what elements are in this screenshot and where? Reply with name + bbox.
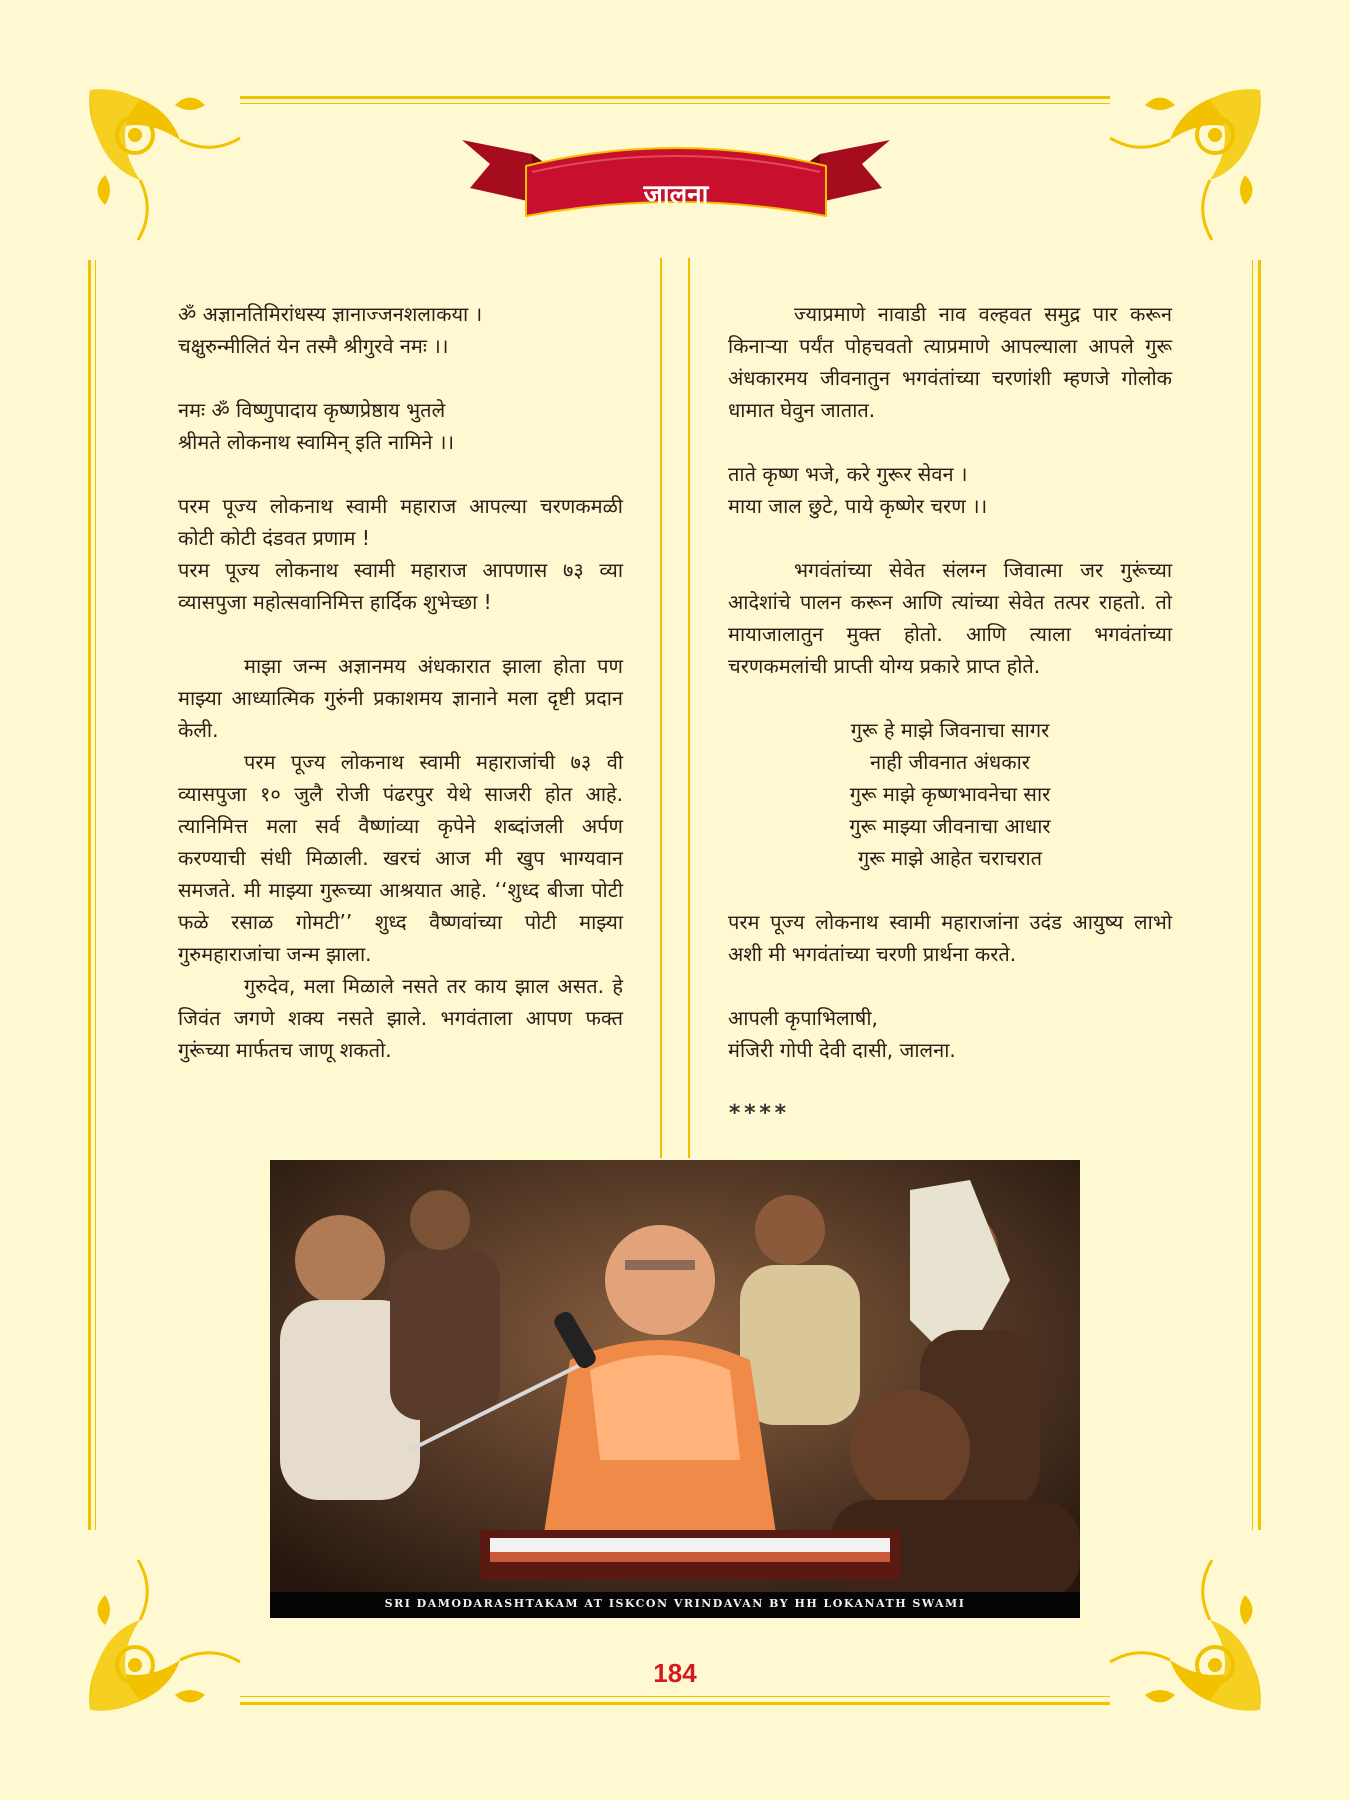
body-paragraph: माझा जन्म अज्ञानमय अंधकारात झाला होता पण माझ्या आध्यात्मिक गुरुंनी प्रकाशमय ज्ञानाने मला दृष्टी प्रदान केली.: [178, 654, 623, 742]
body-paragraph: भगवंतांच्या सेवेत संलग्न जिवात्मा जर गुरूंच्या आदेशांचे पालन करून आणि त्यांच्या सेवेत तत्पर राहतो. तो मायाजालातुन मुक्त होतो. आणि त्याला भगवंतांच्या चरणकमलांची प्राप्ती योग्य प्रकारे प्राप्त होते.: [728, 558, 1172, 678]
corner-ornament-top-right: [1070, 80, 1270, 280]
body-paragraph: परम पूज्य लोकनाथ स्वामी महाराजांची ७३ वी व्यासपुजा १० जुलै रोजी पंढरपुर येथे साजरी होत आहे. त्यानिमित्त मला सर्व वैष्णांव्या कृपेने शब्दांजली अर्पण करण्याची संधी मिळाली. खरचं आज मी खुप भाग्यवान समजते. मी माझ्या गुरूच्या आश्रयात आहे. ‘‘शुध्द बीजा पोटी फळे रसाळ गोमटी’’ शुध्द वैष्णवांच्या पोटी माझ्या गुरुमहाराजांचा जन्म झाला.: [178, 750, 623, 966]
greeting-paragraph: परम पूज्य लोकनाथ स्वामी महाराज आपणास ७३ व्या व्यासपुजा महोत्सवानिमित्त हार्दिक शुभेच्छा !: [178, 558, 623, 614]
corner-ornament-bottom-right: [1070, 1520, 1270, 1720]
frame-left-line: [88, 260, 91, 1530]
frame-left-inner-line: [95, 260, 96, 1530]
frame-top-line: [240, 96, 1110, 99]
corner-ornament-top-left: [80, 80, 280, 280]
shloka-line: नमः ॐ विष्णुपादाय कृष्णप्रेष्ठाय भुतले: [178, 398, 446, 422]
signature: मंजिरी गोपी देवी दासी, जालना.: [728, 1038, 956, 1062]
corner-ornament-bottom-left: [80, 1520, 280, 1720]
title-ribbon: [462, 118, 890, 228]
frame-top-inner-line: [240, 103, 1110, 104]
poem-line: नाही जीवनात अंधकार: [870, 750, 1030, 774]
frame-right-inner-line: [1252, 260, 1253, 1530]
poem-line: गुरू माझ्या जीवनाचा आधार: [849, 814, 1051, 838]
body-paragraph: परम पूज्य लोकनाथ स्वामी महाराजांना उदंड आयुष्य लाभो अशी मी भगवंतांच्या चरणी प्रार्थना करते.: [728, 910, 1172, 966]
body-paragraph: ज्याप्रमाणे नावाडी नाव वल्हवत समुद्र पार करून किनाऱ्या पर्यंत पोहचवतो त्याप्रमाणे आपल्याला आपले गुरू अंधकारमय जीवनातुन भगवंतांच्या चरणांशी म्हणजे गोलोक धामात घेवुन जातात.: [728, 302, 1172, 422]
shloka-line: श्रीमते लोकनाथ स्वामिन् इति नामिने ।।: [178, 430, 455, 454]
left-column: [178, 298, 623, 1066]
body-paragraph: गुरुदेव, मला मिळाले नसते तर काय झाल असत. हे जिवंत जगणे शक्य नसते झाले. भगवंताला आपण फक्त गुरूंच्या मार्फतच जाणू शकतो.: [178, 974, 623, 1062]
poem-line: गुरू हे माझे जिवनाचा सागर: [850, 718, 1050, 742]
greeting-paragraph: परम पूज्य लोकनाथ स्वामी महाराज आपल्या चरणकमळी कोटी कोटी दंडवत प्रणाम !: [178, 494, 623, 550]
caption-bar: [270, 1592, 1080, 1618]
photo-illustration: [270, 1160, 1080, 1618]
shloka-line: चक्षुरुन्मीलितं येन तस्मै श्रीगुरवे नमः ।।: [178, 334, 449, 358]
signoff: आपली कृपाभिलाषी,: [728, 1006, 878, 1030]
poem-line: गुरू माझे कृष्णभावनेचा सार: [849, 782, 1051, 806]
frame-bottom-line: [240, 1702, 1110, 1705]
section-end-stars: ****: [728, 1101, 789, 1126]
photo-caption: SRI DAMODARASHTAKAM AT ISKCON VRINDAVAN BY HH LOKANATH SWAMI: [384, 1597, 966, 1610]
frame-bottom-inner-line: [240, 1696, 1110, 1697]
column-divider-left: [660, 258, 662, 1158]
verse-line: ताते कृष्ण भजे, करे गुरूर सेवन ।: [728, 462, 968, 486]
column-divider-right: [688, 258, 690, 1158]
shloka-line: ॐ अज्ञानतिमिरांधस्य ज्ञानाज्जनशलाकया ।: [178, 302, 483, 326]
verse-line: माया जाल छुटे, पाये कृष्णेर चरण ।।: [728, 494, 988, 518]
frame-right-line: [1258, 260, 1261, 1530]
ribbon-shape: [462, 118, 890, 228]
poem-line: गुरू माझे आहेत चराचरात: [857, 846, 1043, 870]
kirtan-photo: [270, 1160, 1080, 1618]
right-column: [728, 298, 1172, 1130]
page-number: 184: [653, 1658, 697, 1688]
page-title: जालना: [643, 180, 709, 210]
